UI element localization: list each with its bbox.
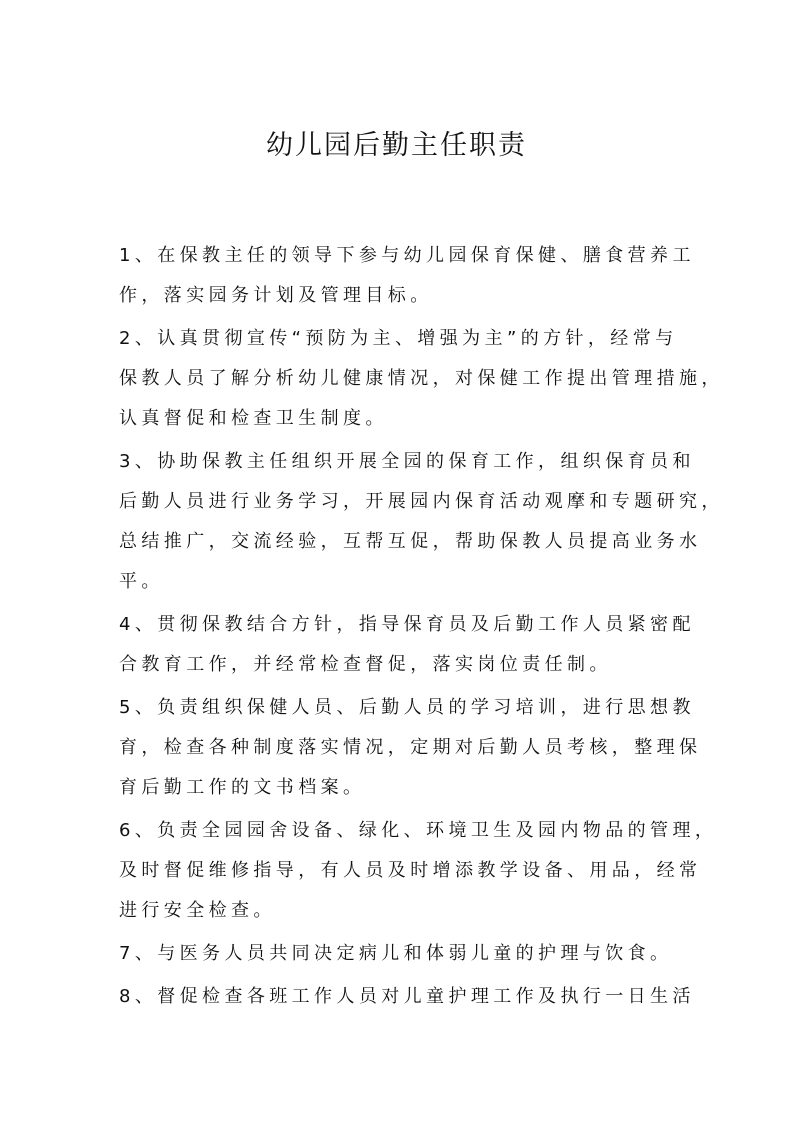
- text-line: 及时督促维修指导，有人员及时增添教学设备、用品，经常: [119, 860, 702, 881]
- duty-item-4: [119, 609, 695, 692]
- text-line: 2、认真贯彻宣传“预防为主、增强为主”的方针，经常与: [119, 328, 678, 349]
- text-line: 平。: [119, 571, 164, 592]
- text-line: 作，落实园务计划及管理目标。: [119, 285, 433, 306]
- text-line: 4、贯彻保教结合方针，指导保育员及后勤工作人员紧密配: [119, 614, 695, 635]
- document-title: 幼儿园后勤主任职责: [266, 130, 527, 161]
- text-line: 认真督促和检查卫生制度。: [119, 408, 388, 429]
- text-line: 后勤人员进行业务学习，开展园内保育活动观摩和专题研究，: [119, 491, 724, 512]
- text-line: 合教育工作，并经常检查督促，落实岗位责任制。: [119, 654, 612, 675]
- text-line: 进行安全检查。: [119, 900, 276, 921]
- text-line: 6、负责全园园舍设备、绿化、环境卫生及园内物品的管理，: [119, 820, 718, 841]
- text-line: 3、协助保教主任组织开展全园的保育工作，组织保育员和: [119, 451, 695, 472]
- duty-item-8: [119, 981, 695, 1024]
- duty-item-6: [119, 815, 718, 938]
- duty-item-7: [119, 938, 679, 981]
- text-line: 1、在保教主任的领导下参与幼儿园保育保健、膳食营养工: [119, 245, 695, 266]
- duty-item-1: [119, 240, 695, 323]
- text-line: 7、与医务人员共同决定病儿和体弱儿童的护理与饮食。: [119, 943, 673, 964]
- duty-item-2: [119, 323, 724, 446]
- document-body: [119, 240, 724, 1024]
- duty-item-5: [119, 692, 702, 815]
- duty-item-3: [119, 446, 724, 609]
- text-line: 总结推广，交流经验，互帮互促，帮助保教人员提高业务水: [119, 531, 702, 552]
- text-line: 8、督促检查各班工作人员对儿童护理工作及执行一日生活: [119, 986, 695, 1007]
- text-line: 育后勤工作的文书档案。: [119, 777, 366, 798]
- text-line: 保教人员了解分析幼儿健康情况，对保健工作提出管理措施，: [119, 368, 724, 389]
- text-line: 育，检查各种制度落实情况，定期对后勤人员考核，整理保: [119, 737, 702, 758]
- text-line: 5、负责组织保健人员、后勤人员的学习培训，进行思想教: [119, 697, 695, 718]
